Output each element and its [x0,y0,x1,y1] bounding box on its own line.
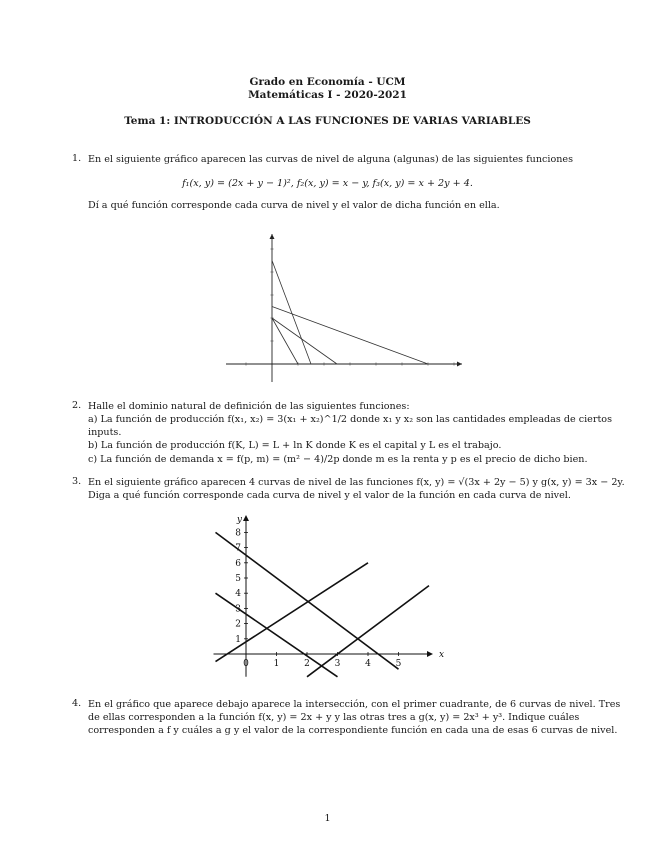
y-tick-label: 1 [235,634,241,645]
problem-3-line-1: En el siguiente gráfico aparecen 4 curvas de nivel de las funciones f(x, y) = √(3x + 2y − 5) y g(x, y) = 3x − 2y. [88,477,625,488]
x-tick-label: 2 [304,659,310,669]
x-tick-label: 0 [243,659,249,669]
level-curve-4 [272,307,428,365]
header-line-1: Grado en Economía - UCM [249,76,406,88]
problem-3-line-2: Diga a qué función corresponde cada curva de nivel y el valor de la función en cada curva de nivel. [88,490,571,501]
problem-2-intro: Halle el dominio natural de definición de las siguientes funciones: [88,401,410,412]
x-tick-label: 1 [273,659,280,669]
problem-2a-line-2: inputs. [88,427,122,438]
problem-4-line-2: de ellas corresponden a la función f(x, y) = 2x + y y las otras tres a g(x, y) = 2x³ + y³. Indique cuáles [88,712,580,723]
level-curve-3 [272,318,337,364]
y-tick-label: 5 [235,574,241,584]
problem-1-number: 1. [72,153,82,164]
x-axis-arrow [427,651,433,657]
problem-4-number: 4. [72,698,82,709]
page-number: 1 [324,813,331,824]
topic-title: Tema 1: INTRODUCCIÓN A LAS FUNCIONES DE VARIAS VARIABLES [124,115,531,127]
y-axis-label: y [236,515,242,525]
chart-1 [0,230,655,390]
problem-2-number: 2. [72,400,82,411]
y-axis-arrow [270,234,275,239]
problem-4-line-3: corresponden a f y cuáles a g y el valor de la correspondiente función en cada una de esas 6 curvas de nivel. [88,725,618,736]
x-axis-arrow [457,362,462,367]
y-tick-label: 6 [235,558,241,569]
x-tick-label: 5 [395,659,402,669]
chart-2 [0,508,655,683]
y-tick-label: 3 [235,604,241,615]
y-tick-label: 4 [235,589,241,600]
problem-1-question: Dí a qué función corresponde cada curva de nivel y el valor de dicha función en ella. [88,200,500,211]
header-line-2: Matemáticas I - 2020-2021 [248,89,407,101]
x-tick-label: 3 [334,659,341,669]
y-axis-arrow [243,515,249,521]
problem-1-formula: f₁(x, y) = (2x + y − 1)², f₂(x, y) = x − y, f₃(x, y) = x + 2y + 4. [182,178,473,189]
y-tick-label: 2 [235,619,241,630]
level-curve-2 [272,318,298,364]
y-tick-label: 8 [235,528,241,539]
level-curve-2 [216,532,399,669]
x-tick-label: 4 [365,659,371,669]
problem-1-intro: En el siguiente gráfico aparecen las curvas de nivel de alguna (algunas) de las siguientes funciones [88,154,574,165]
problem-4-line-1: En el gráfico que aparece debajo aparece la intersección, con el primer cuadrante, de 6 curvas de nivel. Tres [88,699,621,710]
level-curve-1 [272,261,311,365]
problem-2a-line-1: a) La función de producción f(x₁, x₂) = 3(x₁ + x₂)^1/2 donde x₁ y x₂ son las cantidades empleadas de ciertos [88,414,612,425]
problem-2c: c) La función de demanda x = f(p, m) = (m² − 4)/2p donde m es la renta y p es el precio de dicho bien. [88,454,588,465]
x-axis-label: x [439,650,445,660]
y-tick-label: 7 [235,543,241,554]
problem-3-number: 3. [72,476,82,487]
problem-2b: b) La función de producción f(K, L) = L + ln K donde K es el capital y L es el trabajo. [88,440,502,451]
